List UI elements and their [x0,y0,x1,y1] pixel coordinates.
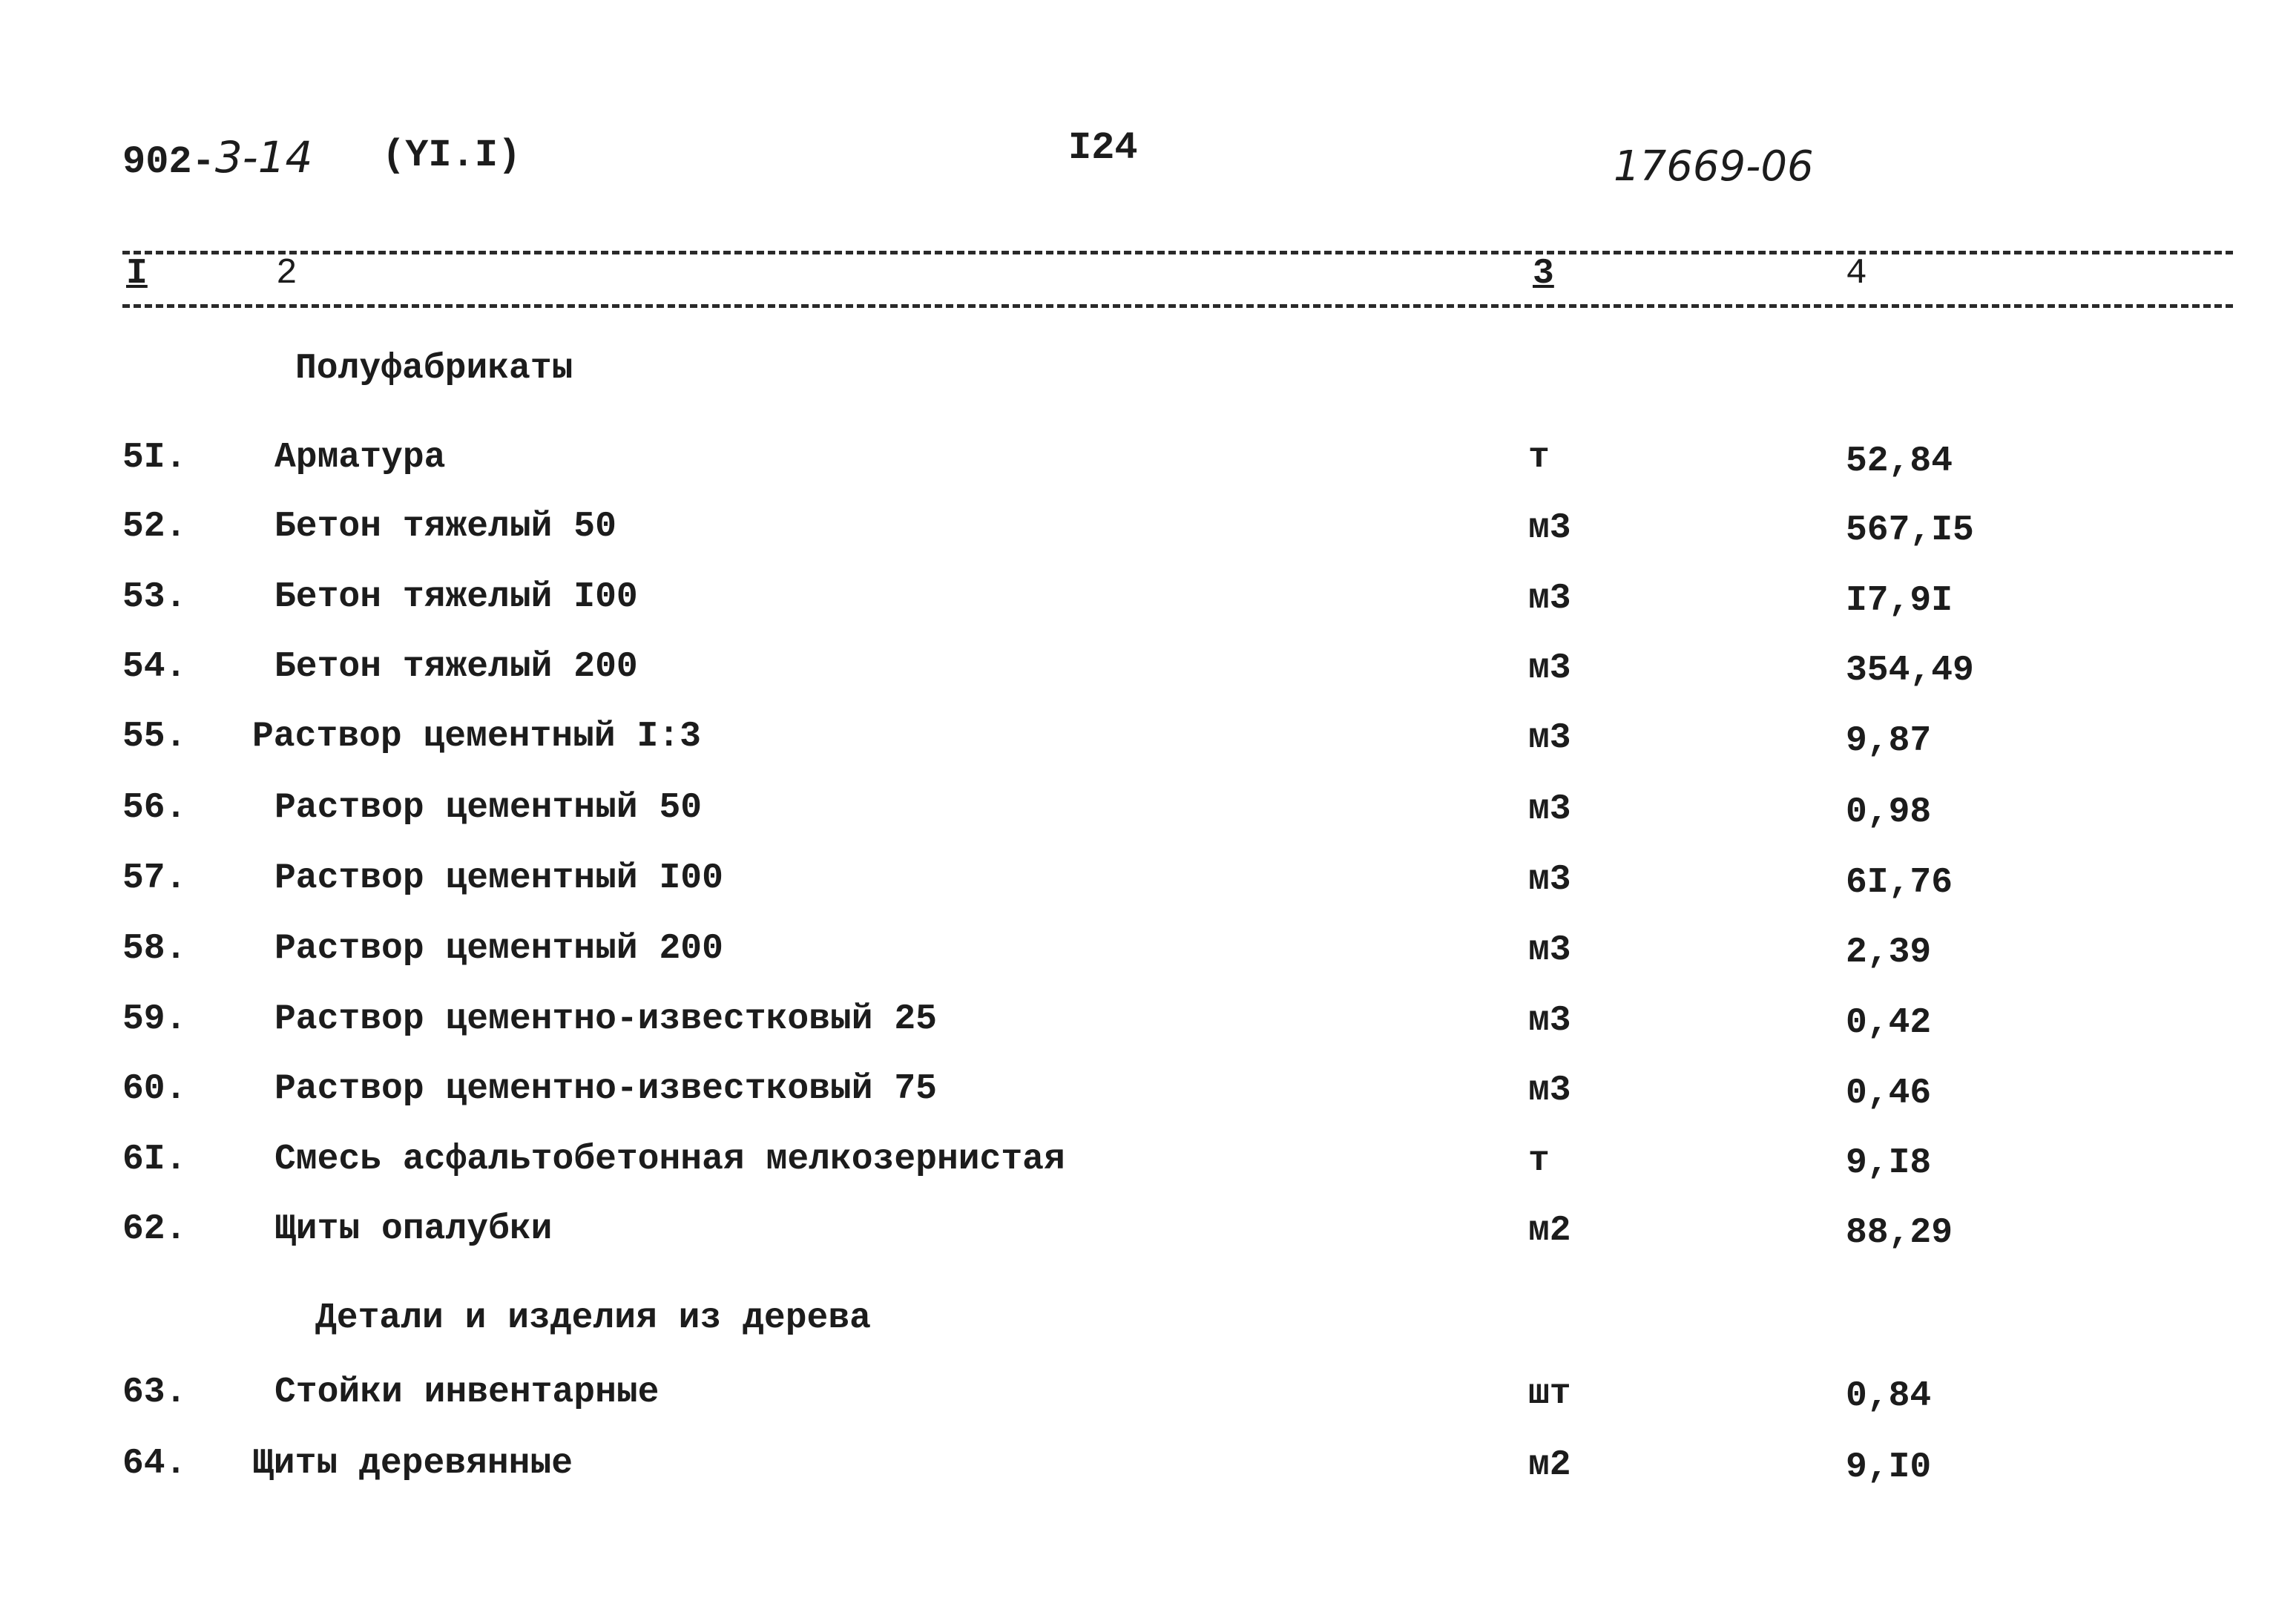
row-unit: м3 [1528,860,1571,900]
row-value: 354,49 [1846,651,1974,691]
row-unit: т [1528,438,1550,478]
row-value: 0,46 [1846,1074,1932,1114]
row-name: Раствор цементно-известковый 25 [274,999,937,1039]
column-header-3: 3 [1533,254,1554,294]
row-name: Бетон тяжелый I00 [274,577,638,617]
column-header-bottom-rule [122,304,2233,308]
row-unit: м3 [1528,508,1571,548]
section-reference: (YI.I) [382,134,522,177]
row-unit: м3 [1528,1071,1571,1111]
row-name: Раствор цементный I00 [274,858,723,898]
row-value: 88,29 [1846,1213,1953,1253]
row-name: Раствор цементный 50 [274,788,703,828]
row-value: 0,42 [1846,1003,1932,1043]
page-number: I24 [1068,126,1138,170]
doc-code-handwritten: 3-14 [214,132,313,183]
row-unit: м3 [1528,1001,1571,1041]
row-unit: м2 [1528,1211,1571,1251]
row-name: Раствор цементно-известковый 75 [274,1069,937,1109]
column-header-4: 4 [1846,254,1867,294]
row-number: 63. [122,1372,187,1413]
column-header-top-rule [122,251,2233,254]
row-value: 9,I8 [1846,1143,1932,1183]
column-header-2: 2 [276,254,297,294]
row-number: 58. [122,929,187,969]
row-value: 567,I5 [1846,510,1974,550]
section-title: Полуфабрикаты [295,349,573,389]
row-unit: м2 [1528,1445,1571,1485]
stamp-number: 17669-06 [1614,142,1814,191]
row-value: 52,84 [1846,441,1953,481]
doc-code-prefix: 902- [122,140,215,184]
row-value: 0,84 [1846,1376,1932,1416]
row-name: Бетон тяжелый 200 [274,647,638,687]
row-name: Раствор цементный 200 [274,929,723,969]
section-title: Детали и изделия из дерева [315,1298,871,1338]
column-header-1: I [126,254,148,294]
row-number: 60. [122,1069,187,1109]
row-name: Смесь асфальтобетонная мелкозернистая [274,1140,1065,1180]
row-number: 59. [122,999,187,1039]
row-name: Щиты деревянные [252,1444,573,1484]
doc-code [122,132,312,184]
row-number: 52. [122,507,187,547]
row-unit: м3 [1528,718,1571,758]
row-number: 62. [122,1209,187,1249]
row-unit: м3 [1528,648,1571,688]
row-number: 6I. [122,1140,187,1180]
row-number: 55. [122,717,187,757]
row-value: 2,39 [1846,933,1932,973]
row-name: Арматура [274,438,446,478]
row-name: Щиты опалубки [274,1209,553,1249]
row-number: 53. [122,577,187,617]
row-unit: шт [1528,1374,1571,1414]
row-unit: м3 [1528,789,1571,829]
row-number: 57. [122,858,187,898]
row-name: Стойки инвентарные [274,1372,660,1413]
row-number: 54. [122,647,187,687]
row-value: 9,I0 [1846,1447,1932,1487]
row-unit: м3 [1528,930,1571,970]
row-number: 56. [122,788,187,828]
row-value: 6I,76 [1846,863,1953,903]
row-value: 9,87 [1846,721,1932,761]
row-unit: т [1528,1141,1550,1181]
row-number: 5I. [122,438,187,478]
row-number: 64. [122,1444,187,1484]
row-name: Раствор цементный I:3 [252,717,701,757]
row-value: 0,98 [1846,792,1932,832]
row-value: I7,9I [1846,581,1953,621]
row-name: Бетон тяжелый 50 [274,507,616,547]
row-unit: м3 [1528,579,1571,619]
